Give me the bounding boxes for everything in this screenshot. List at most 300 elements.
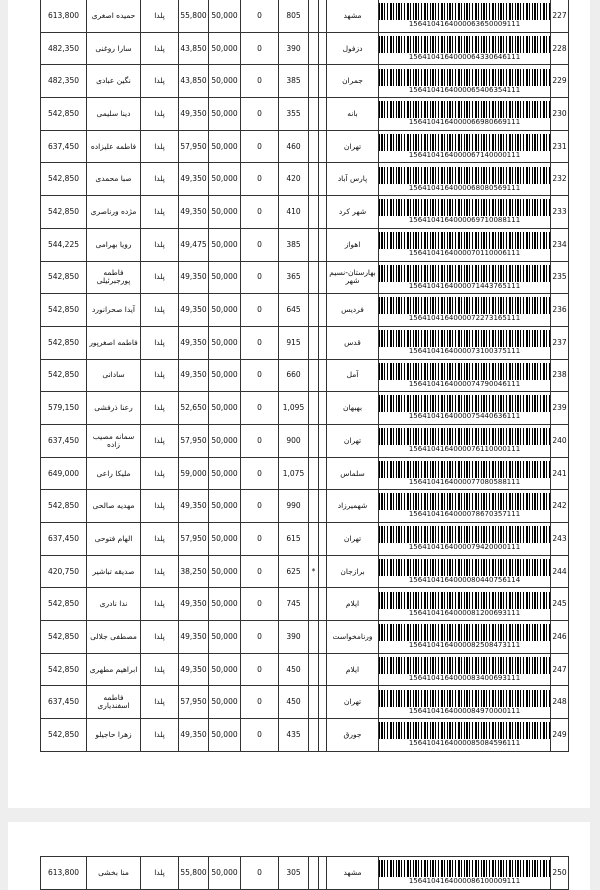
service-type-cell: پلدا — [141, 228, 179, 261]
row-number-cell: 250 — [551, 857, 569, 890]
base-fee-cell: 50,000 — [209, 857, 241, 890]
row-number-cell: 235 — [551, 261, 569, 294]
weight-cell: 805 — [279, 0, 309, 32]
barcode-graphic — [379, 3, 550, 20]
table-row — [41, 163, 569, 196]
table-row — [41, 130, 569, 163]
empty-cell — [319, 163, 327, 196]
total-cell: 542,850 — [41, 98, 87, 131]
recipient-name-cell: رویا بهرامی — [87, 228, 141, 261]
base-fee-cell: 50,000 — [209, 653, 241, 686]
total-cell: 613,800 — [41, 857, 87, 890]
barcode-cell — [379, 196, 551, 229]
weight-cell: 1,095 — [279, 392, 309, 425]
service-type-cell: پلدا — [141, 326, 179, 359]
extra-fee-cell: 0 — [241, 294, 279, 327]
empty-cell — [319, 228, 327, 261]
barcode-graphic — [379, 690, 550, 707]
total-cell: 542,850 — [41, 490, 87, 523]
city-cell: پارس آباد — [327, 163, 379, 196]
service-type-cell: پلدا — [141, 294, 179, 327]
postage-cell: 49,350 — [179, 163, 209, 196]
empty-cell — [319, 326, 327, 359]
empty-cell — [319, 621, 327, 654]
shipment-table-page-1 — [40, 0, 569, 752]
barcode-cell — [379, 294, 551, 327]
barcode-cell — [379, 32, 551, 65]
extra-fee-cell: 0 — [241, 653, 279, 686]
barcode-cell — [379, 686, 551, 719]
postage-cell: 49,350 — [179, 326, 209, 359]
recipient-name-cell: مصطفی جلالی — [87, 621, 141, 654]
postage-cell: 49,350 — [179, 261, 209, 294]
extra-fee-cell: 0 — [241, 621, 279, 654]
postage-cell: 49,350 — [179, 359, 209, 392]
base-fee-cell: 50,000 — [209, 196, 241, 229]
recipient-name-cell: آیدا صحرانورد — [87, 294, 141, 327]
barcode-number: 1564104164000077080588111 — [408, 477, 521, 486]
total-cell: 542,850 — [41, 294, 87, 327]
weight-cell: 390 — [279, 621, 309, 654]
postage-cell: 43,850 — [179, 65, 209, 98]
base-fee-cell: 50,000 — [209, 359, 241, 392]
base-fee-cell: 50,000 — [209, 523, 241, 556]
extra-fee-cell: 0 — [241, 424, 279, 457]
city-cell: ورنامخواست — [327, 621, 379, 654]
row-number-cell: 227 — [551, 0, 569, 32]
barcode-cell — [379, 261, 551, 294]
extra-fee-cell: 0 — [241, 130, 279, 163]
barcode-number: 1564104164000072273165111 — [408, 314, 521, 323]
barcode-cell — [379, 588, 551, 621]
city-cell: ایلام — [327, 653, 379, 686]
barcode-cell — [379, 359, 551, 392]
empty-cell — [319, 424, 327, 457]
city-cell: تهران — [327, 424, 379, 457]
row-number-cell: 228 — [551, 32, 569, 65]
postage-cell: 38,250 — [179, 555, 209, 588]
service-type-cell: پلدا — [141, 65, 179, 98]
total-cell: 613,800 — [41, 0, 87, 32]
service-type-cell: پلدا — [141, 523, 179, 556]
row-number-cell: 248 — [551, 686, 569, 719]
mark-cell — [309, 261, 319, 294]
service-type-cell: پلدا — [141, 392, 179, 425]
city-cell: سلماس — [327, 457, 379, 490]
barcode-number: 1564104164000063650009111 — [408, 20, 521, 29]
total-cell: 542,850 — [41, 196, 87, 229]
table-row — [41, 523, 569, 556]
extra-fee-cell: 0 — [241, 523, 279, 556]
barcode-cell — [379, 326, 551, 359]
row-number-cell: 245 — [551, 588, 569, 621]
barcode-cell — [379, 392, 551, 425]
weight-cell: 745 — [279, 588, 309, 621]
recipient-name-cell: مهدیه صالحی — [87, 490, 141, 523]
service-type-cell: پلدا — [141, 32, 179, 65]
service-type-cell: پلدا — [141, 196, 179, 229]
empty-cell — [319, 130, 327, 163]
barcode-graphic — [379, 199, 550, 216]
base-fee-cell: 50,000 — [209, 424, 241, 457]
recipient-name-cell: ابراهیم مطهری — [87, 653, 141, 686]
city-cell: مشهد — [327, 857, 379, 890]
barcode-graphic — [379, 657, 550, 674]
mark-cell — [309, 686, 319, 719]
table-row — [41, 65, 569, 98]
base-fee-cell: 50,000 — [209, 490, 241, 523]
barcode-number: 1564104164000074790046111 — [408, 379, 521, 388]
weight-cell: 390 — [279, 32, 309, 65]
table-row — [41, 719, 569, 752]
mark-cell — [309, 392, 319, 425]
total-cell: 579,150 — [41, 392, 87, 425]
extra-fee-cell: 0 — [241, 686, 279, 719]
city-cell: تهران — [327, 686, 379, 719]
total-cell: 542,850 — [41, 588, 87, 621]
recipient-name-cell: منا بخشی — [87, 857, 141, 890]
city-cell: شهر کرد — [327, 196, 379, 229]
mark-cell — [309, 326, 319, 359]
barcode-number: 1564104164000064330646111 — [408, 52, 521, 61]
barcode-graphic — [379, 69, 550, 86]
recipient-name-cell: سمانه مصیب زاده — [87, 424, 141, 457]
recipient-name-cell: ملیکا راعی — [87, 457, 141, 490]
empty-cell — [319, 261, 327, 294]
barcode-graphic — [379, 428, 550, 445]
row-number-cell: 232 — [551, 163, 569, 196]
table-row — [41, 424, 569, 457]
base-fee-cell: 50,000 — [209, 326, 241, 359]
base-fee-cell: 50,000 — [209, 163, 241, 196]
barcode-graphic — [379, 624, 550, 641]
row-number-cell: 238 — [551, 359, 569, 392]
barcode-graphic — [379, 461, 550, 478]
total-cell: 542,850 — [41, 719, 87, 752]
barcode-graphic — [379, 265, 550, 282]
extra-fee-cell: 0 — [241, 457, 279, 490]
barcode-number: 1564104164000080440756114 — [408, 575, 521, 584]
table-row — [41, 196, 569, 229]
mark-cell — [309, 857, 319, 890]
base-fee-cell: 50,000 — [209, 0, 241, 32]
base-fee-cell: 50,000 — [209, 555, 241, 588]
barcode-number: 1564104164000079420000111 — [408, 543, 521, 552]
extra-fee-cell: 0 — [241, 392, 279, 425]
barcode-number: 1564104164000085084596111 — [408, 739, 521, 748]
recipient-name-cell: فاطمه علیزاده — [87, 130, 141, 163]
table-row — [41, 98, 569, 131]
service-type-cell: پلدا — [141, 719, 179, 752]
service-type-cell: پلدا — [141, 653, 179, 686]
recipient-name-cell: فاطمه پورجبرئیلی — [87, 261, 141, 294]
postage-cell: 43,850 — [179, 32, 209, 65]
recipient-name-cell: حمیده اصغری — [87, 0, 141, 32]
mark-cell: * — [309, 555, 319, 588]
barcode-number: 1564104164000065406354111 — [408, 85, 521, 94]
row-number-cell: 241 — [551, 457, 569, 490]
total-cell: 482,350 — [41, 32, 87, 65]
recipient-name-cell: ندا نادری — [87, 588, 141, 621]
extra-fee-cell: 0 — [241, 98, 279, 131]
empty-cell — [319, 588, 327, 621]
empty-cell — [319, 65, 327, 98]
table-row — [41, 588, 569, 621]
empty-cell — [319, 523, 327, 556]
city-cell: بانه — [327, 98, 379, 131]
mark-cell — [309, 457, 319, 490]
mark-cell — [309, 490, 319, 523]
mark-cell — [309, 294, 319, 327]
row-number-cell: 229 — [551, 65, 569, 98]
barcode-graphic — [379, 395, 550, 412]
row-number-cell: 244 — [551, 555, 569, 588]
postage-cell: 49,350 — [179, 294, 209, 327]
empty-cell — [319, 490, 327, 523]
mark-cell — [309, 32, 319, 65]
postage-cell: 49,350 — [179, 196, 209, 229]
barcode-cell — [379, 490, 551, 523]
city-cell: اهواز — [327, 228, 379, 261]
barcode-cell — [379, 163, 551, 196]
empty-cell — [319, 359, 327, 392]
service-type-cell: پلدا — [141, 359, 179, 392]
barcode-cell — [379, 65, 551, 98]
recipient-name-cell: رعنا ذرفشی — [87, 392, 141, 425]
table-row — [41, 228, 569, 261]
city-cell: برازجان — [327, 555, 379, 588]
mark-cell — [309, 0, 319, 32]
barcode-graphic — [379, 860, 550, 877]
empty-cell — [319, 98, 327, 131]
empty-cell — [319, 555, 327, 588]
extra-fee-cell: 0 — [241, 555, 279, 588]
recipient-name-cell: سادانی — [87, 359, 141, 392]
city-cell: تهران — [327, 130, 379, 163]
weight-cell: 365 — [279, 261, 309, 294]
mark-cell — [309, 130, 319, 163]
weight-cell: 615 — [279, 523, 309, 556]
barcode-graphic — [379, 101, 550, 118]
extra-fee-cell: 0 — [241, 490, 279, 523]
mark-cell — [309, 163, 319, 196]
base-fee-cell: 50,000 — [209, 686, 241, 719]
base-fee-cell: 50,000 — [209, 621, 241, 654]
mark-cell — [309, 228, 319, 261]
weight-cell: 385 — [279, 65, 309, 98]
barcode-graphic — [379, 363, 550, 380]
mark-cell — [309, 719, 319, 752]
service-type-cell: پلدا — [141, 424, 179, 457]
barcode-cell — [379, 424, 551, 457]
barcode-number: 1564104164000066980669111 — [408, 118, 521, 127]
document-page-1 — [8, 0, 590, 808]
barcode-cell — [379, 130, 551, 163]
barcode-graphic — [379, 493, 550, 510]
base-fee-cell: 50,000 — [209, 261, 241, 294]
postage-cell: 49,350 — [179, 98, 209, 131]
city-cell: مشهد — [327, 0, 379, 32]
total-cell: 637,450 — [41, 686, 87, 719]
row-number-cell: 240 — [551, 424, 569, 457]
mark-cell — [309, 359, 319, 392]
service-type-cell: پلدا — [141, 0, 179, 32]
table-row — [41, 457, 569, 490]
table-row — [41, 0, 569, 32]
city-cell: جمران — [327, 65, 379, 98]
service-type-cell: پلدا — [141, 621, 179, 654]
city-cell: ایلام — [327, 588, 379, 621]
total-cell: 420,750 — [41, 555, 87, 588]
table-row — [41, 32, 569, 65]
recipient-name-cell: مژده ورناصری — [87, 196, 141, 229]
total-cell: 649,000 — [41, 457, 87, 490]
weight-cell: 410 — [279, 196, 309, 229]
base-fee-cell: 50,000 — [209, 130, 241, 163]
postage-cell: 55,800 — [179, 0, 209, 32]
shipment-table-page-2 — [40, 856, 569, 890]
table-row — [41, 490, 569, 523]
barcode-cell — [379, 555, 551, 588]
base-fee-cell: 50,000 — [209, 392, 241, 425]
postage-cell: 49,350 — [179, 490, 209, 523]
service-type-cell: پلدا — [141, 686, 179, 719]
service-type-cell: پلدا — [141, 490, 179, 523]
base-fee-cell: 50,000 — [209, 719, 241, 752]
row-number-cell: 243 — [551, 523, 569, 556]
weight-cell: 645 — [279, 294, 309, 327]
empty-cell — [319, 32, 327, 65]
city-cell: فردیس — [327, 294, 379, 327]
weight-cell: 305 — [279, 857, 309, 890]
total-cell: 542,850 — [41, 261, 87, 294]
recipient-name-cell: صبا محمدی — [87, 163, 141, 196]
table-row — [41, 653, 569, 686]
weight-cell: 990 — [279, 490, 309, 523]
barcode-cell — [379, 719, 551, 752]
city-cell: شهمیرزاد — [327, 490, 379, 523]
total-cell: 482,350 — [41, 65, 87, 98]
service-type-cell: پلدا — [141, 555, 179, 588]
barcode-graphic — [379, 526, 550, 543]
city-cell: بهبهان — [327, 392, 379, 425]
weight-cell: 355 — [279, 98, 309, 131]
recipient-name-cell: سارا روغنی — [87, 32, 141, 65]
barcode-graphic — [379, 297, 550, 314]
recipient-name-cell: فاطمه اصغرپور — [87, 326, 141, 359]
recipient-name-cell: الهام فتوحی — [87, 523, 141, 556]
barcode-cell — [379, 621, 551, 654]
barcode-cell — [379, 457, 551, 490]
total-cell: 542,850 — [41, 621, 87, 654]
base-fee-cell: 50,000 — [209, 65, 241, 98]
extra-fee-cell: 0 — [241, 163, 279, 196]
barcode-number: 1564104164000068080569111 — [408, 183, 521, 192]
service-type-cell: پلدا — [141, 457, 179, 490]
weight-cell: 460 — [279, 130, 309, 163]
barcode-number: 1564104164000076110000111 — [408, 445, 521, 454]
extra-fee-cell: 0 — [241, 261, 279, 294]
mark-cell — [309, 523, 319, 556]
weight-cell: 420 — [279, 163, 309, 196]
empty-cell — [319, 196, 327, 229]
row-number-cell: 231 — [551, 130, 569, 163]
row-number-cell: 246 — [551, 621, 569, 654]
weight-cell: 625 — [279, 555, 309, 588]
city-cell: دزفول — [327, 32, 379, 65]
empty-cell — [319, 686, 327, 719]
row-number-cell: 236 — [551, 294, 569, 327]
barcode-number: 1564104164000071443765111 — [408, 281, 521, 290]
mark-cell — [309, 65, 319, 98]
barcode-cell — [379, 653, 551, 686]
row-number-cell: 237 — [551, 326, 569, 359]
base-fee-cell: 50,000 — [209, 32, 241, 65]
postage-cell: 49,350 — [179, 653, 209, 686]
barcode-graphic — [379, 134, 550, 151]
recipient-name-cell: دینا سلیمی — [87, 98, 141, 131]
mark-cell — [309, 588, 319, 621]
weight-cell: 900 — [279, 424, 309, 457]
barcode-graphic — [379, 36, 550, 53]
recipient-name-cell: نگین عبادی — [87, 65, 141, 98]
mark-cell — [309, 98, 319, 131]
barcode-number: 1564104164000081200693111 — [408, 608, 521, 617]
empty-cell — [319, 0, 327, 32]
extra-fee-cell: 0 — [241, 359, 279, 392]
base-fee-cell: 50,000 — [209, 294, 241, 327]
postage-cell: 59,000 — [179, 457, 209, 490]
extra-fee-cell: 0 — [241, 857, 279, 890]
city-cell: تهران — [327, 523, 379, 556]
total-cell: 542,850 — [41, 359, 87, 392]
recipient-name-cell: زهرا حاجیلو — [87, 719, 141, 752]
extra-fee-cell: 0 — [241, 326, 279, 359]
service-type-cell: پلدا — [141, 261, 179, 294]
postage-cell: 57,950 — [179, 130, 209, 163]
table-row — [41, 621, 569, 654]
empty-cell — [319, 392, 327, 425]
weight-cell: 660 — [279, 359, 309, 392]
table-row — [41, 359, 569, 392]
postage-cell: 57,950 — [179, 424, 209, 457]
document-page-2 — [8, 822, 590, 890]
table-row — [41, 392, 569, 425]
postage-cell: 57,950 — [179, 523, 209, 556]
postage-cell: 49,475 — [179, 228, 209, 261]
total-cell: 637,450 — [41, 130, 87, 163]
empty-cell — [319, 457, 327, 490]
row-number-cell: 247 — [551, 653, 569, 686]
table-row — [41, 294, 569, 327]
barcode-number: 1564104164000075440636111 — [408, 412, 521, 421]
barcode-graphic — [379, 592, 550, 609]
barcode-graphic — [379, 559, 550, 576]
service-type-cell: پلدا — [141, 857, 179, 890]
weight-cell: 385 — [279, 228, 309, 261]
extra-fee-cell: 0 — [241, 32, 279, 65]
barcode-number: 1564104164000082508473111 — [408, 641, 521, 650]
recipient-name-cell: صدیقه تباشیر — [87, 555, 141, 588]
row-number-cell: 233 — [551, 196, 569, 229]
total-cell: 542,850 — [41, 163, 87, 196]
service-type-cell: پلدا — [141, 588, 179, 621]
postage-cell: 57,950 — [179, 686, 209, 719]
extra-fee-cell: 0 — [241, 228, 279, 261]
row-number-cell: 242 — [551, 490, 569, 523]
service-type-cell: پلدا — [141, 130, 179, 163]
barcode-number: 1564104164000078670357111 — [408, 510, 521, 519]
